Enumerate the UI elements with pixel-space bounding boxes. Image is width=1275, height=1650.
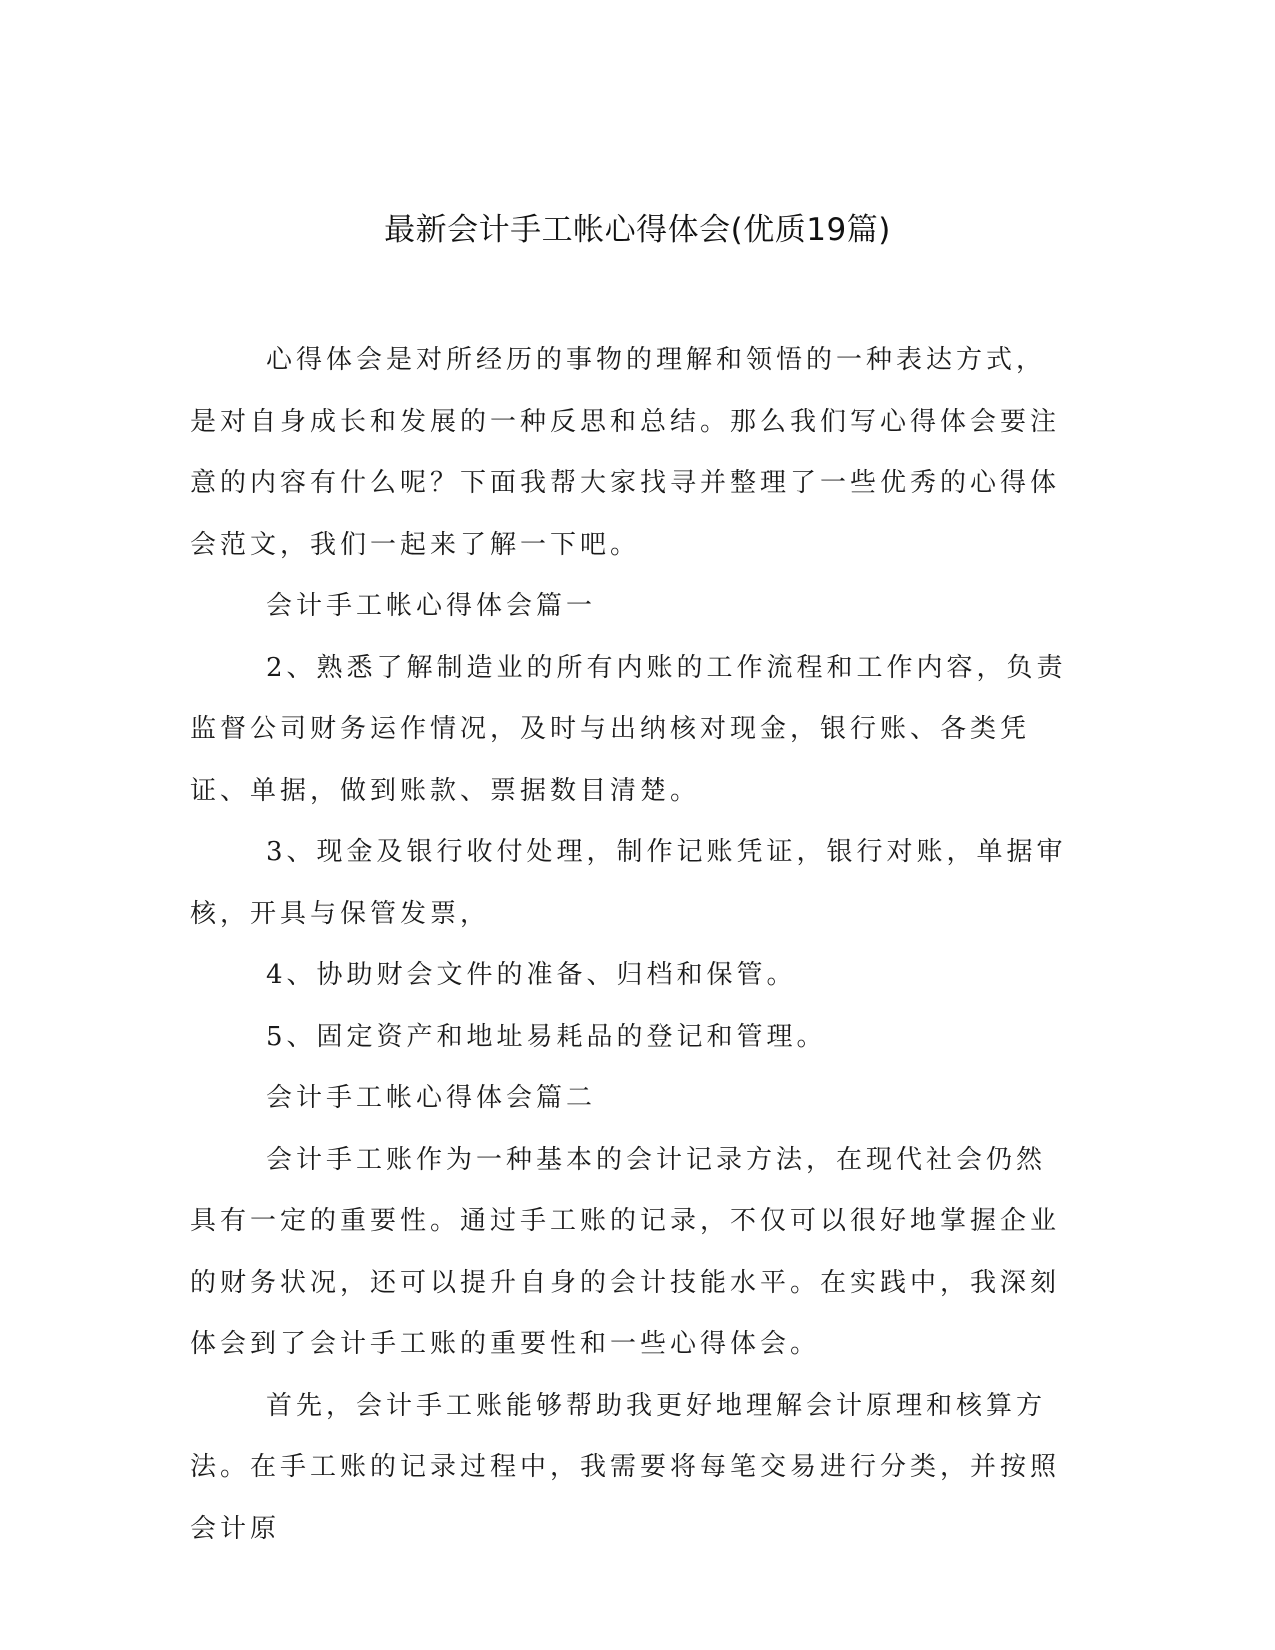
intro-paragraph: 心得体会是对所经历的事物的理解和领悟的一种表达方式，是对自身成长和发展的一种反思和总结。那么我们写心得体会要注意的内容有什么呢？下面我帮大家找寻并整理了一些优秀的心得体会范文，我们一起来了解一下吧。 — [190, 345, 1061, 560]
section-heading-1: 会计手工帐心得体会篇一 — [266, 591, 597, 621]
list-item-3: 3、现金及银行收付处理，制作记账凭证，银行对账，单据审核，开具与保管发票， — [190, 837, 1067, 929]
list-item-2: 2、熟悉了解制造业的所有内账的工作流程和工作内容，负责监督公司财务运作情况，及时与出纳核对现金，银行账、各类凭证、单据，做到账款、票据数目清楚。 — [190, 652, 1067, 806]
body-paragraph-2: 首先，会计手工账能够帮助我更好地理解会计原理和核算方法。在手工账的记录过程中，我需要将每笔交易进行分类，并按照会计原 — [190, 1390, 1061, 1544]
section-heading-2: 会计手工帐心得体会篇二 — [266, 1083, 597, 1113]
body-paragraph-1: 会计手工账作为一种基本的会计记录方法，在现代社会仍然具有一定的重要性。通过手工账的记录，不仅可以很好地掌握企业的财务状况，还可以提升自身的会计技能水平。在实践中，我深刻体会到了会计手工账的重要性和一些心得体会。 — [190, 1144, 1061, 1359]
document-body — [190, 330, 1070, 1560]
list-item-4: 4、协助财会文件的准备、归档和保管。 — [266, 960, 797, 990]
document-title: 最新会计手工帐心得体会(优质19篇) — [384, 212, 891, 248]
list-item-5: 5、固定资产和地址易耗品的登记和管理。 — [266, 1021, 827, 1052]
